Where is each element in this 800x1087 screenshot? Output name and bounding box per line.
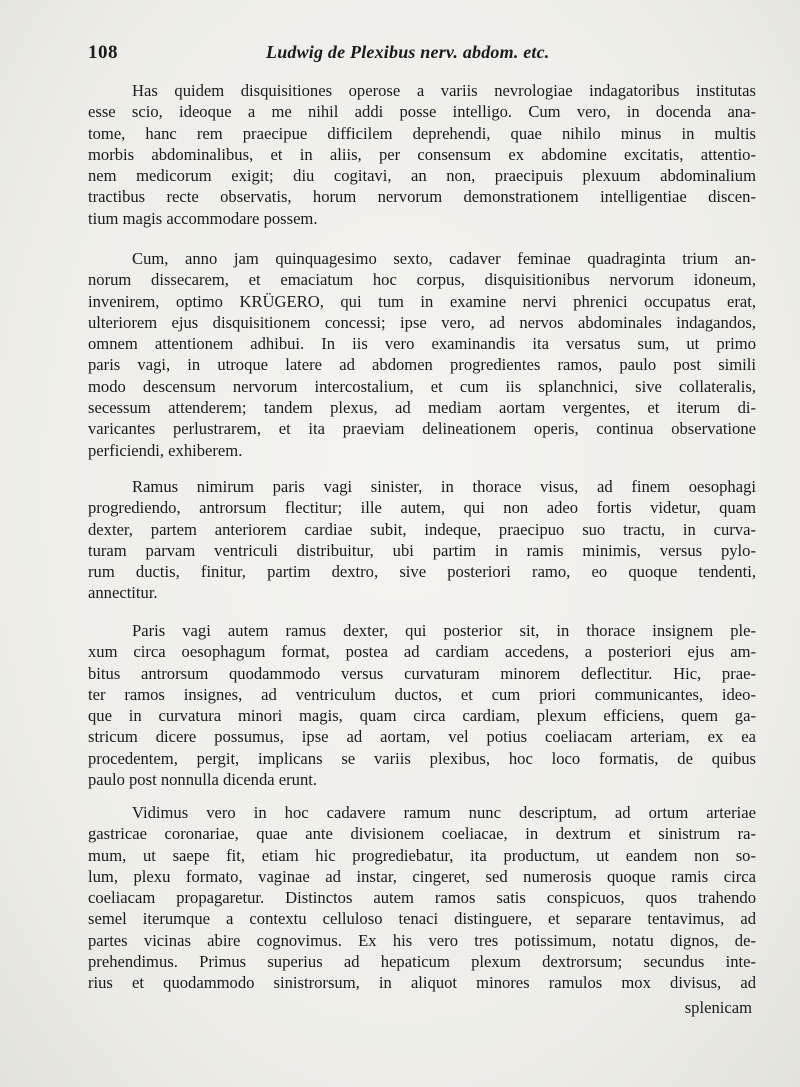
text-line: Cum, anno jam quinquagesimo sexto, cadaver feminae quadraginta trium an-	[132, 249, 756, 268]
text-line: esse scio, ideoque a me nihil addi posse intelligo. Cum vero, in docenda ana-	[88, 102, 756, 122]
text-line: prehendimus. Primus superius ad hepaticum plexum dextrorsum; secundus inte-	[88, 952, 756, 972]
text-line: bitus antrorsum quodammodo versus curvaturam minorem deflectitur. Hic, prae-	[88, 663, 756, 683]
paragraph-3	[88, 476, 756, 604]
catchword: splenicam	[684, 998, 752, 1017]
text-line: mum, ut saepe fit, etiam hic progrediebatur, ita productum, ut eandem non so-	[88, 845, 756, 865]
text-line: rius et quodammodo sinistrorsum, in aliquot minores ramulos mox divisus, ad	[88, 973, 756, 993]
running-title: Ludwig de Plexibus nerv. abdom. etc.	[266, 42, 550, 62]
text-line: perficiendi, exhiberem.	[88, 440, 243, 460]
text-line: modo descensum nervorum intercostalium, et cum iis splanchnici, sive collateralis,	[88, 376, 756, 396]
text-line: coeliacam propagaretur. Distinctos autem ramos satis conspicuos, quos trahendo	[88, 888, 756, 908]
paragraph-4	[88, 620, 756, 790]
paragraph-text	[88, 248, 756, 461]
paragraph-text	[88, 802, 756, 994]
text-line: rum ductis, finitur, partim dextro, sive posteriori ramo, eo quoque tendenti,	[88, 562, 756, 582]
text-line: stricum dicere possumus, ipse ad aortam, vel potius coeliacam arteriam, ex ea	[88, 727, 756, 747]
text-line: paris vagi, in utroque latere ad abdomen progredientes ramos, paulo post simili	[88, 355, 756, 375]
text-line: Paris vagi autem ramus dexter, qui posterior sit, in thorace insignem ple-	[132, 621, 756, 640]
text-line: xum circa oesophagum format, postea ad cardiam accedens, a posteriori ejus am-	[88, 642, 756, 662]
text-line: invenirem, optimo KRÜGERO, qui tum in examine nervi phrenici occupatus erat,	[88, 291, 756, 311]
paragraph-text	[88, 620, 756, 790]
text-line: turam parvam ventriculi distribuitur, ubi partim in ramis minimis, versus pylo-	[88, 540, 756, 560]
text-line: paulo post nonnulla dicenda erunt.	[88, 770, 318, 790]
text-line: norum dissecarem, et emaciatum hoc corpus, disquisitionibus nervorum idoneum,	[88, 270, 756, 290]
text-line: annectitur.	[88, 583, 158, 603]
text-line: tium magis accommodare possem.	[88, 208, 318, 228]
text-line: semel iterumque a contextu celluloso tenaci distinguere, et separare tentavimus, ad	[88, 909, 756, 929]
text-line: omnem attentionem adhibui. In iis vero examinandis ita versatus sum, ut primo	[88, 334, 756, 354]
text-line: gastricae coronariae, quae ante divisionem coeliacae, in dextrum et sinistrum ra-	[88, 824, 756, 844]
text-line: ter ramos insignes, ad ventriculum ductos, et cum priori communicantes, ideo-	[88, 684, 756, 704]
page-header	[88, 42, 756, 68]
text-line: varicantes perlustrarem, et ita praeviam delineationem operis, continua observatione	[88, 419, 756, 439]
paragraph-2	[88, 248, 756, 461]
text-line: lum, plexu formato, vaginae ad instar, cingeret, sed numerosis quoque ramis circa	[88, 866, 756, 886]
text-line: tractibus recte observatis, horum nervorum demonstrationem intelligentiae discen-	[88, 187, 756, 207]
text-line: procedentem, pergit, implicans se variis plexibus, hoc loco formatis, de quibus	[88, 748, 756, 768]
text-line: progrediendo, antrorsum flectitur; ille autem, qui non adeo fortis videtur, quam	[88, 498, 756, 518]
paragraph-text	[88, 80, 756, 229]
text-line: que in curvatura minori magis, quam circa cardiam, plexum efficiens, quem ga-	[88, 706, 756, 726]
text-line: nem medicorum exigit; diu cogitavi, an non, praecipuis plexuum abdominalium	[88, 166, 756, 186]
text-line: secessum attenderem; tandem plexus, ad mediam aortam vergentes, et iterum di-	[88, 398, 756, 418]
text-line: dexter, partem anteriorem cardiae subit, indeque, praecipuo suo tractu, in curva-	[88, 519, 756, 539]
text-line: morbis abdominalibus, et in aliis, per consensum ex abdomine excitatis, attentio-	[88, 144, 756, 164]
paragraph-5	[88, 802, 756, 994]
text-line: tome, hanc rem praecipue difficilem deprehendi, quae nihilo minus in multis	[88, 123, 756, 143]
text-line: Ramus nimirum paris vagi sinister, in thorace visus, ad finem oesophagi	[132, 477, 756, 496]
text-line: Vidimus vero in hoc cadavere ramum nunc descriptum, ad ortum arteriae	[132, 803, 756, 822]
text-line: Has quidem disquisitiones operose a variis nevrologiae indagatoribus institutas	[132, 81, 756, 100]
page-number: 108	[88, 42, 118, 63]
text-line: ulteriorem ejus disquisitionem concessi; ipse vero, ad nervos abdominales indagandos,	[88, 312, 756, 332]
paragraph-1	[88, 80, 756, 229]
paragraph-text	[88, 476, 756, 604]
text-line: partes vicinas abire cognovimus. Ex his vero tres potissimum, notatu dignos, de-	[88, 930, 756, 950]
